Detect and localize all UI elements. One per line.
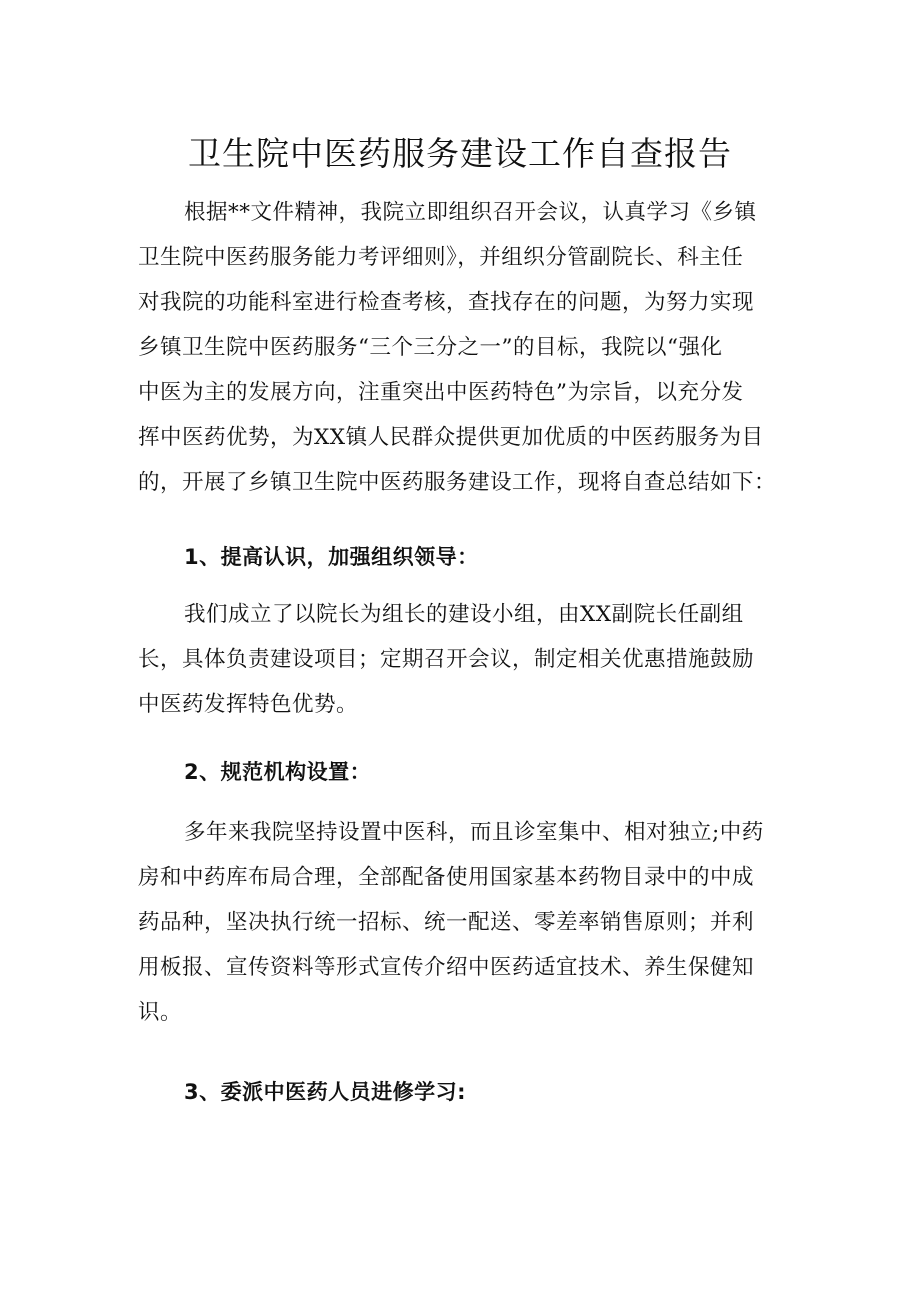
- intro-paragraph: [138, 190, 798, 505]
- paragraph-line: 房和中药库布局合理，全部配备使用国家基本药物目录中的中成: [138, 865, 755, 890]
- paragraph-line: 识。: [138, 1000, 183, 1025]
- paragraph-line: 长，具体负责建设项目；定期召开会议，制定相关优惠措施鼓励: [138, 647, 755, 672]
- document-title: 卫生院中医药服务建设工作自查报告: [188, 134, 732, 173]
- paragraph-line: 对我院的功能科室进行检查考核，查找存在的问题，为努力实现: [138, 290, 755, 315]
- paragraph-line: 中医为主的发展方向，注重突出中医药特色”为宗旨，以充分发: [138, 380, 744, 405]
- section-2-heading: 2、规范机构设置：: [184, 760, 372, 784]
- paragraph-line: 药品种，坚决执行统一招标、统一配送、零差率销售原则；并利: [138, 910, 755, 935]
- paragraph-line: 用板报、宣传资料等形式宣传介绍中医药适宜技术、养生保健知: [138, 955, 755, 980]
- paragraph-line: 我们成立了以院长为组长的建设小组，由XX副院长任副组: [184, 602, 744, 627]
- paragraph-line: 乡镇卫生院中医药服务“三个三分之一”的目标，我院以“强化: [138, 335, 723, 360]
- paragraph-line: 卫生院中医药服务能力考评细则》，并组织分管副院长、科主任: [138, 245, 744, 270]
- paragraph-line: 中医药发挥特色优势。: [138, 692, 359, 717]
- section-3-heading: 3、委派中医药人员进修学习:: [184, 1080, 467, 1104]
- section-1-heading: 1、提高认识，加强组织领导：: [184, 545, 479, 569]
- paragraph-line: 多年来我院坚持设置中医科，而且诊室集中、相对独立;中药: [184, 820, 764, 845]
- section-1-paragraph: [138, 592, 798, 727]
- paragraph-line: 根据**文件精神，我院立即组织召开会议，认真学习《乡镇: [184, 200, 757, 225]
- paragraph-line: 挥中医药优势，为XX镇人民群众提供更加优质的中医药服务为目: [138, 425, 764, 450]
- section-2-paragraph: [138, 810, 798, 1035]
- paragraph-line: 的，开展了乡镇卫生院中医药服务建设工作，现将自查总结如下：: [138, 470, 777, 495]
